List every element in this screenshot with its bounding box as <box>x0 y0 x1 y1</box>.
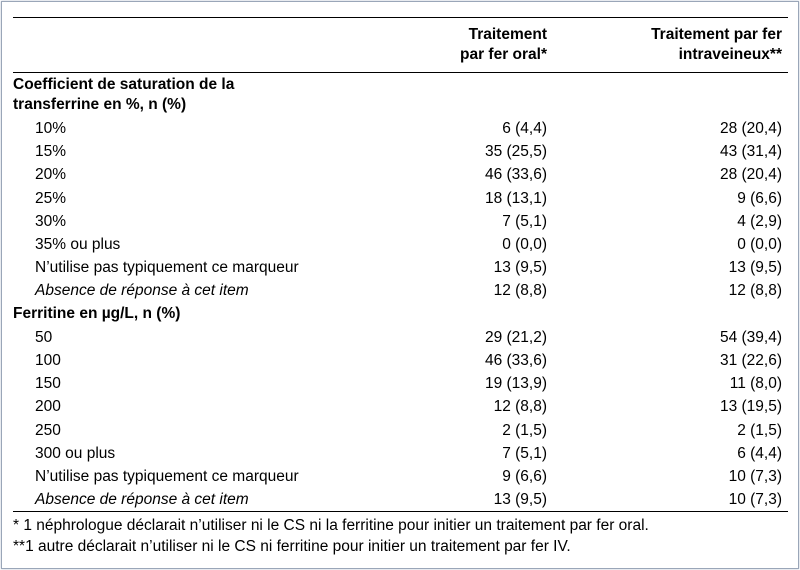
row-oral-value: 46 (33,6) <box>484 166 547 184</box>
row-iv-value: 28 (20,4) <box>719 166 782 184</box>
row-iv-value: 10 (7,3) <box>728 468 782 486</box>
row-label: 35% ou plus <box>35 236 121 254</box>
table-row <box>13 233 788 256</box>
section-header-row <box>13 303 788 326</box>
row-iv-value: 13 (9,5) <box>728 259 782 277</box>
table-row <box>13 372 788 395</box>
header-row <box>13 18 788 73</box>
row-label: 10% <box>35 120 67 137</box>
row-iv-value: 4 (2,9) <box>737 212 782 230</box>
section-title-ferritine: Ferritine en µg/L, n (%) <box>13 305 181 323</box>
table-row <box>13 395 788 418</box>
table-row <box>13 163 788 186</box>
row-iv-value: 6 (4,4) <box>737 444 782 462</box>
row-oral-value: 13 (9,5) <box>388 488 553 512</box>
row-iv-value: 54 (39,4) <box>719 328 782 346</box>
footnote-iv: **1 autre déclarait n’utiliser ni le CS ni ferritine pour initier un traitement par fer IV. <box>13 538 571 556</box>
header-oral <box>388 18 553 73</box>
row-label: Absence de réponse à cet item <box>13 488 388 512</box>
header-oral-line2: par fer oral* <box>459 46 547 63</box>
row-oral-value: 12 (8,8) <box>493 282 547 300</box>
row-iv-value: 12 (8,8) <box>728 282 782 300</box>
table-row <box>13 465 788 488</box>
row-label: 50 <box>35 328 53 346</box>
row-oral-value: 6 (4,4) <box>502 120 547 137</box>
row-iv-value: 28 (20,4) <box>719 120 782 137</box>
row-iv-value: 0 (0,0) <box>737 236 782 254</box>
row-oral-value: 7 (5,1) <box>502 444 547 462</box>
row-label: 25% <box>35 189 67 207</box>
header-empty-cell <box>13 18 388 73</box>
row-iv-value: 43 (31,4) <box>719 143 782 161</box>
table-row <box>13 419 788 442</box>
header-oral-line1: Traitement <box>468 26 547 43</box>
row-label: 150 <box>35 375 61 393</box>
row-iv-value: 13 (19,5) <box>719 398 782 416</box>
document-frame <box>1 1 799 569</box>
row-oral-value: 13 (9,5) <box>493 259 547 277</box>
row-oral-value: 7 (5,1) <box>502 212 547 230</box>
section-title-line1: Coefficient de saturation de la <box>13 76 235 93</box>
table-row <box>13 279 788 302</box>
row-label: 200 <box>35 398 61 416</box>
row-label: 15% <box>35 143 67 161</box>
row-label: 250 <box>35 421 61 439</box>
row-label: N’utilise pas typiquement ce marqueur <box>35 259 299 277</box>
table-row <box>13 140 788 163</box>
row-oral-value: 18 (13,1) <box>484 189 547 207</box>
header-iv-line1: Traitement par fer <box>651 26 782 43</box>
row-iv-value: 10 (7,3) <box>553 488 788 512</box>
row-iv-value: 2 (1,5) <box>737 421 782 439</box>
row-label: Absence de réponse à cet item <box>35 282 249 300</box>
section-title-saturation <box>13 73 788 118</box>
row-iv-value: 9 (6,6) <box>737 189 782 207</box>
table-row <box>13 210 788 233</box>
table-row <box>13 349 788 372</box>
row-oral-value: 19 (13,9) <box>484 375 547 393</box>
row-label: 300 ou plus <box>35 444 116 462</box>
row-oral-value: 9 (6,6) <box>502 468 547 486</box>
data-table <box>13 17 788 512</box>
row-label: 30% <box>35 212 67 230</box>
row-label: N’utilise pas typiquement ce marqueur <box>35 468 299 486</box>
row-iv-value: 11 (8,0) <box>729 375 782 393</box>
table-row <box>13 117 788 140</box>
row-label: 20% <box>35 166 67 184</box>
table-row <box>13 187 788 210</box>
section-header-row <box>13 73 788 118</box>
row-label: 100 <box>35 352 61 370</box>
row-oral-value: 0 (0,0) <box>502 236 547 254</box>
footnotes <box>13 515 788 557</box>
table-container <box>13 17 788 557</box>
section-title-line2: transferrine en %, n (%) <box>13 96 187 113</box>
table-row <box>13 442 788 465</box>
header-iv <box>553 18 788 73</box>
footnote-oral: * 1 néphrologue déclarait n’utiliser ni le CS ni la ferritine pour initier un traitement par fer oral. <box>13 517 649 535</box>
row-oral-value: 2 (1,5) <box>502 421 547 439</box>
row-oral-value: 35 (25,5) <box>484 143 547 161</box>
header-iv-line2: intraveineux** <box>678 46 782 63</box>
row-iv-value: 31 (22,6) <box>719 352 782 370</box>
table-row <box>13 256 788 279</box>
row-oral-value: 46 (33,6) <box>484 352 547 370</box>
table-row <box>13 488 788 512</box>
row-oral-value: 12 (8,8) <box>493 398 547 416</box>
row-oral-value: 29 (21,2) <box>484 328 547 346</box>
table-row <box>13 326 788 349</box>
